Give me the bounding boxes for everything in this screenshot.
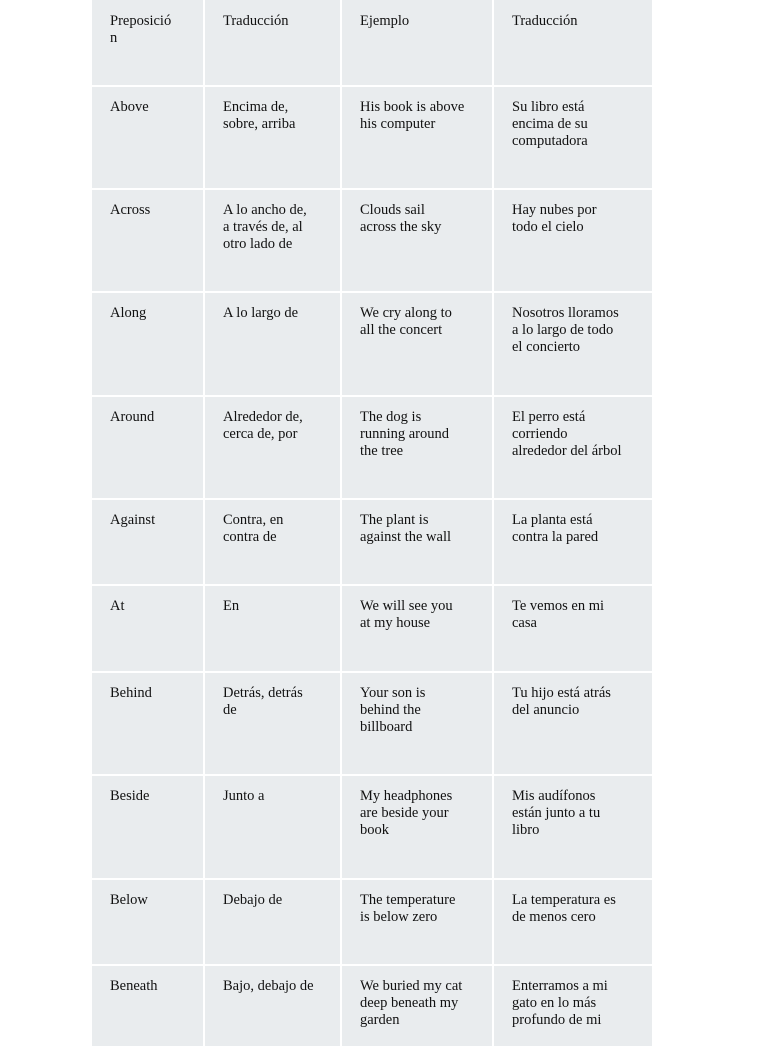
header-cell-preposition: Preposició n <box>92 0 203 85</box>
cell-translation: Alrededor de, cerca de, por <box>205 397 340 498</box>
cell-translation: Debajo de <box>205 880 340 964</box>
table-row <box>92 776 648 878</box>
cell-preposition: Along <box>92 293 203 395</box>
table-header-row <box>92 0 648 85</box>
cell-example-translation: El perro está corriendo alrededor del árbol <box>494 397 652 498</box>
cell-example-translation: La temperatura es de menos cero <box>494 880 652 964</box>
cell-example: The plant is against the wall <box>342 500 492 584</box>
cell-translation: Contra, en contra de <box>205 500 340 584</box>
cell-preposition: Against <box>92 500 203 584</box>
table-row <box>92 500 648 584</box>
cell-translation: Encima de, sobre, arriba <box>205 87 340 188</box>
cell-example-translation: Su libro está encima de su computadora <box>494 87 652 188</box>
cell-example-translation: Hay nubes por todo el cielo <box>494 190 652 291</box>
table-row <box>92 190 648 291</box>
cell-preposition: Beside <box>92 776 203 878</box>
cell-example-translation: Mis audífonos están junto a tu libro <box>494 776 652 878</box>
table-row <box>92 673 648 774</box>
cell-example: Your son is behind the billboard <box>342 673 492 774</box>
cell-translation: Detrás, detrás de <box>205 673 340 774</box>
table-row <box>92 397 648 498</box>
cell-preposition: At <box>92 586 203 671</box>
cell-preposition: Behind <box>92 673 203 774</box>
cell-preposition: Across <box>92 190 203 291</box>
cell-example: We buried my cat deep beneath my garden <box>342 966 492 1046</box>
cell-translation: En <box>205 586 340 671</box>
cell-example-translation: La planta está contra la pared <box>494 500 652 584</box>
cell-example-translation: Enterramos a mi gato en lo más profundo de mi <box>494 966 652 1046</box>
cell-example: His book is above his computer <box>342 87 492 188</box>
cell-example: We will see you at my house <box>342 586 492 671</box>
cell-example: We cry along to all the concert <box>342 293 492 395</box>
cell-preposition: Above <box>92 87 203 188</box>
cell-translation: A lo largo de <box>205 293 340 395</box>
header-cell-example-translation: Traducción <box>494 0 652 85</box>
cell-example: The temperature is below zero <box>342 880 492 964</box>
preposition-table <box>92 0 648 1048</box>
table-row <box>92 880 648 964</box>
cell-preposition: Beneath <box>92 966 203 1046</box>
header-cell-translation: Traducción <box>205 0 340 85</box>
table-row <box>92 87 648 188</box>
cell-example: Clouds sail across the sky <box>342 190 492 291</box>
cell-example: The dog is running around the tree <box>342 397 492 498</box>
table-row <box>92 966 648 1046</box>
table-row <box>92 293 648 395</box>
cell-translation: A lo ancho de, a través de, al otro lado de <box>205 190 340 291</box>
cell-example-translation: Te vemos en mi casa <box>494 586 652 671</box>
table-row <box>92 586 648 671</box>
cell-translation: Bajo, debajo de <box>205 966 340 1046</box>
header-cell-example: Ejemplo <box>342 0 492 85</box>
cell-example-translation: Nosotros lloramos a lo largo de todo el concierto <box>494 293 652 395</box>
cell-example-translation: Tu hijo está atrás del anuncio <box>494 673 652 774</box>
cell-example: My headphones are beside your book <box>342 776 492 878</box>
cell-preposition: Below <box>92 880 203 964</box>
cell-preposition: Around <box>92 397 203 498</box>
cell-translation: Junto a <box>205 776 340 878</box>
